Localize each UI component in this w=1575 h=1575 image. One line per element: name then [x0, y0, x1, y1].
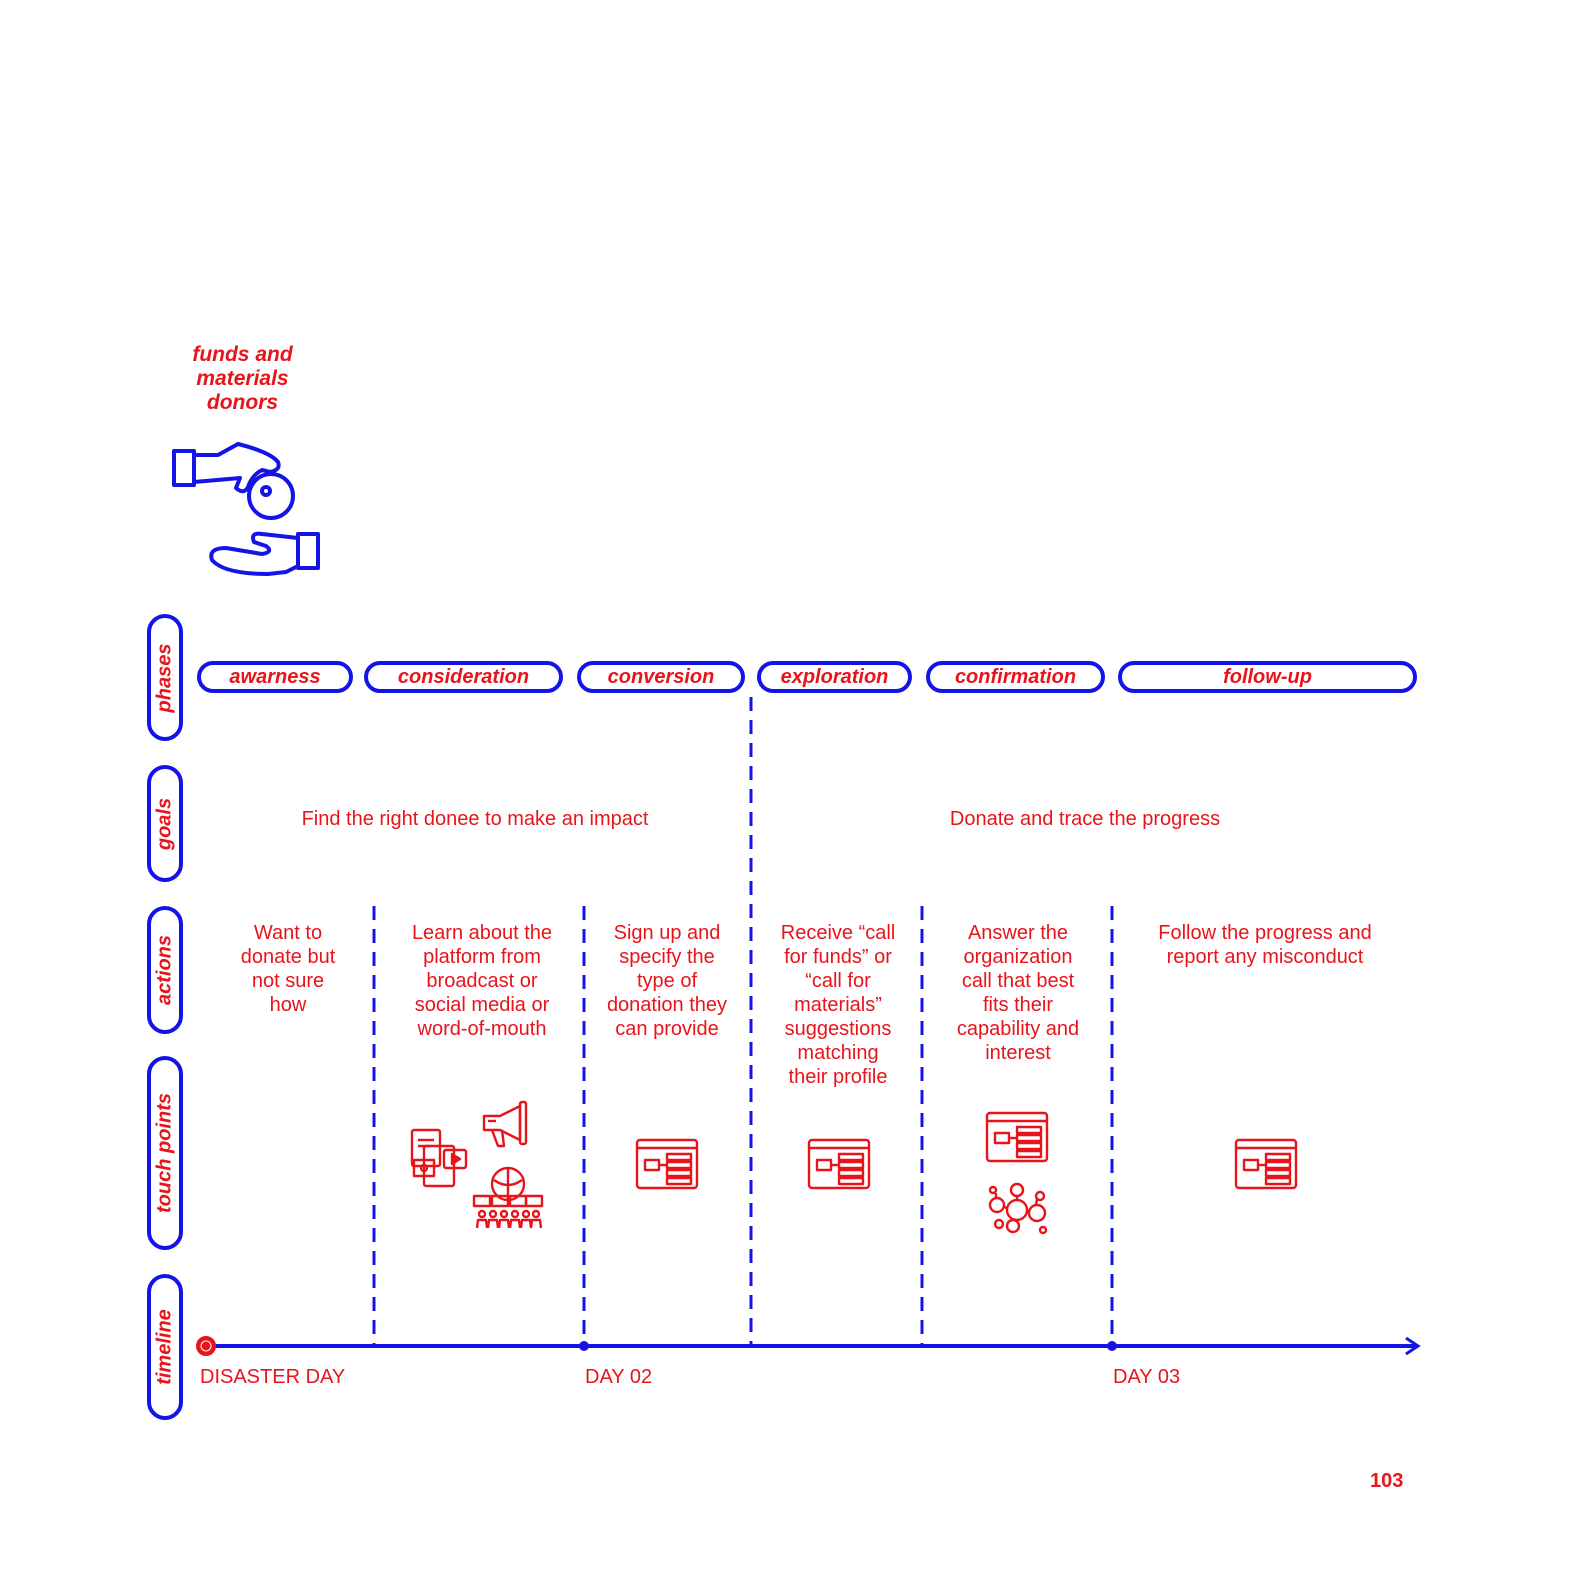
persona-title-line3: donors — [206, 391, 279, 414]
action-consideration — [382, 921, 582, 1041]
row-label-actions-text: actions — [153, 934, 176, 1006]
megaphone-icon — [484, 1102, 526, 1146]
action-confirmation — [932, 921, 1104, 1065]
phase-consideration: consideration — [364, 661, 563, 693]
action-line: organization — [963, 946, 1073, 968]
action-line: donate but — [240, 946, 336, 968]
action-line: matching — [797, 1042, 879, 1064]
action-line: Learn about the — [411, 922, 553, 944]
goal-donate-trace: Donate and trace the progress — [949, 808, 1221, 830]
web-platform-icon — [1236, 1140, 1296, 1188]
action-line: can provide — [615, 1018, 719, 1040]
action-exploration — [758, 921, 918, 1089]
phase-conversion: conversion — [577, 661, 745, 693]
web-platform-icon — [809, 1140, 869, 1188]
action-line: Answer the — [967, 922, 1069, 944]
action-line: specify the — [619, 946, 715, 968]
timeline-label-day-03: DAY 03 — [1113, 1366, 1181, 1388]
action-line: Want to — [253, 922, 323, 944]
action-line: Follow the progress and — [1158, 922, 1372, 944]
action-line: suggestions — [784, 1018, 892, 1040]
row-label-touch-points-text: touch points — [153, 1093, 176, 1213]
action-line: materials” — [794, 994, 882, 1016]
phase-confirmation: confirmation — [926, 661, 1105, 693]
action-line: Sign up and — [613, 922, 721, 944]
action-line: for funds” or — [784, 946, 892, 968]
action-line: donation they — [606, 994, 728, 1016]
social-media-icon — [412, 1130, 466, 1186]
web-platform-icon — [987, 1113, 1047, 1161]
phase-exploration: exploration — [757, 661, 912, 693]
goal-find-donee: Find the right donee to make an impact — [301, 808, 649, 830]
persona-title-line1: funds and — [192, 343, 293, 366]
phase-awarness: awarness — [197, 661, 353, 693]
action-line: call that best — [961, 970, 1075, 992]
action-line: their profile — [788, 1066, 888, 1088]
row-label-timeline — [147, 1274, 183, 1420]
web-platform-icon — [637, 1140, 697, 1188]
action-awarness — [203, 921, 373, 1017]
row-label-phases-text: phases — [153, 643, 176, 712]
action-follow-up — [1120, 921, 1410, 969]
action-line: how — [269, 994, 307, 1016]
page-number: 103 — [1370, 1470, 1404, 1492]
row-label-goals-text: goals — [153, 797, 176, 850]
action-line: report any misconduct — [1166, 946, 1364, 968]
row-label-touch-points — [147, 1056, 183, 1250]
timeline-label-day-02: DAY 02 — [585, 1366, 653, 1388]
timeline-day2-marker — [579, 1341, 589, 1351]
action-line: social media or — [414, 994, 550, 1016]
row-label-goals — [147, 765, 183, 882]
action-line: Receive “call — [780, 922, 896, 944]
persona-title-line2: materials — [196, 367, 289, 390]
action-conversion — [588, 921, 746, 1041]
action-line: interest — [985, 1042, 1051, 1064]
action-line: type of — [636, 970, 698, 992]
action-line: not sure — [251, 970, 325, 992]
action-line: platform from — [423, 946, 541, 968]
action-line: “call for — [805, 970, 871, 992]
action-line: capability and — [956, 1018, 1080, 1040]
action-line: word-of-mouth — [417, 1018, 547, 1040]
action-line: fits their — [982, 994, 1054, 1016]
row-label-actions — [147, 906, 183, 1034]
row-label-timeline-text: timeline — [153, 1309, 176, 1385]
timeline-axis — [197, 1337, 1418, 1355]
action-line: broadcast or — [426, 970, 538, 992]
phase-follow-up: follow-up — [1118, 661, 1417, 693]
timeline-label-disaster-day: DISASTER DAY — [200, 1366, 346, 1388]
timeline-day3-marker — [1107, 1341, 1117, 1351]
hand-giving-coin-icon — [174, 444, 318, 574]
organization-network-icon — [990, 1184, 1046, 1233]
community-network-icon — [474, 1168, 542, 1228]
row-label-phases — [147, 614, 183, 741]
